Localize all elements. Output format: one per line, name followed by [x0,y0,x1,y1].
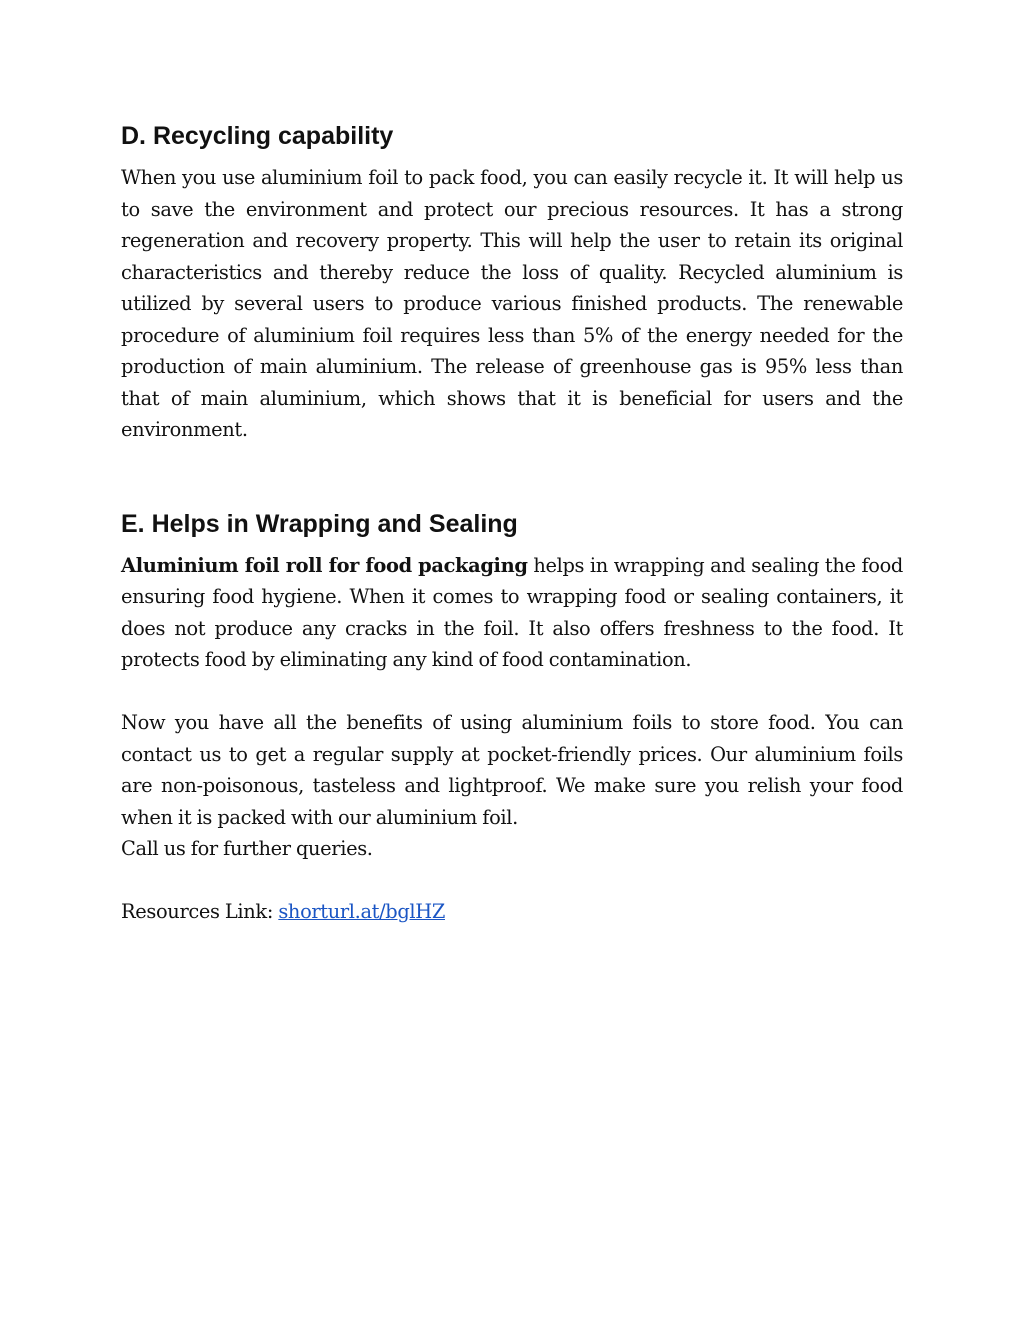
resources-label: Resources Link: [121,900,279,923]
spacer [121,676,903,708]
section-e-heading: E. Helps in Wrapping and Sealing [121,509,518,538]
spacer [121,446,903,506]
section-d-heading: D. Recycling capability [121,122,394,150]
call-line: Call us for further queries. [121,837,373,860]
resources-link[interactable]: shorturl.at/bglHZ [278,900,445,923]
section-d-paragraph: When you use aluminium foil to pack food, you can easily recycle it. It will help us to save the environment and protect our precious resources. It has a strong regeneration and recovery property. This will help the user to retain its original characteristics and thereby reduce the loss of quality. Recycled aluminium is utilized by several users to produce various finished products. The renewable procedure of aluminium foil requires less than 5% of the energy needed for the production of main aluminium. The release of greenhouse gas is 95% less than that of main aluminium, which shows that it is beneficial for users and the environment. [121,166,903,441]
section-e-paragraph [121,550,903,676]
spacer [121,865,903,897]
document-page [121,118,903,928]
bold-keyword: Aluminium foil roll for food packaging [121,553,528,577]
section-e-paragraph-text: helps in wrapping and sealing the food ensuring food hygiene. When it comes to wrapping food or sealing containers, it does not produce any cracks in the foil. It also offers freshness to the food. It protects food by eliminating any kind of food contamination. [121,553,903,671]
closing-paragraph: Now you have all the benefits of using aluminium foils to store food. You can contact us to get a regular supply at pocket-friendly prices. Our aluminium foils are non-poisonous, tasteless and lightproof. We make sure you relish your food when it is packed with our aluminium foil. [121,711,903,829]
resources-line [121,896,903,928]
